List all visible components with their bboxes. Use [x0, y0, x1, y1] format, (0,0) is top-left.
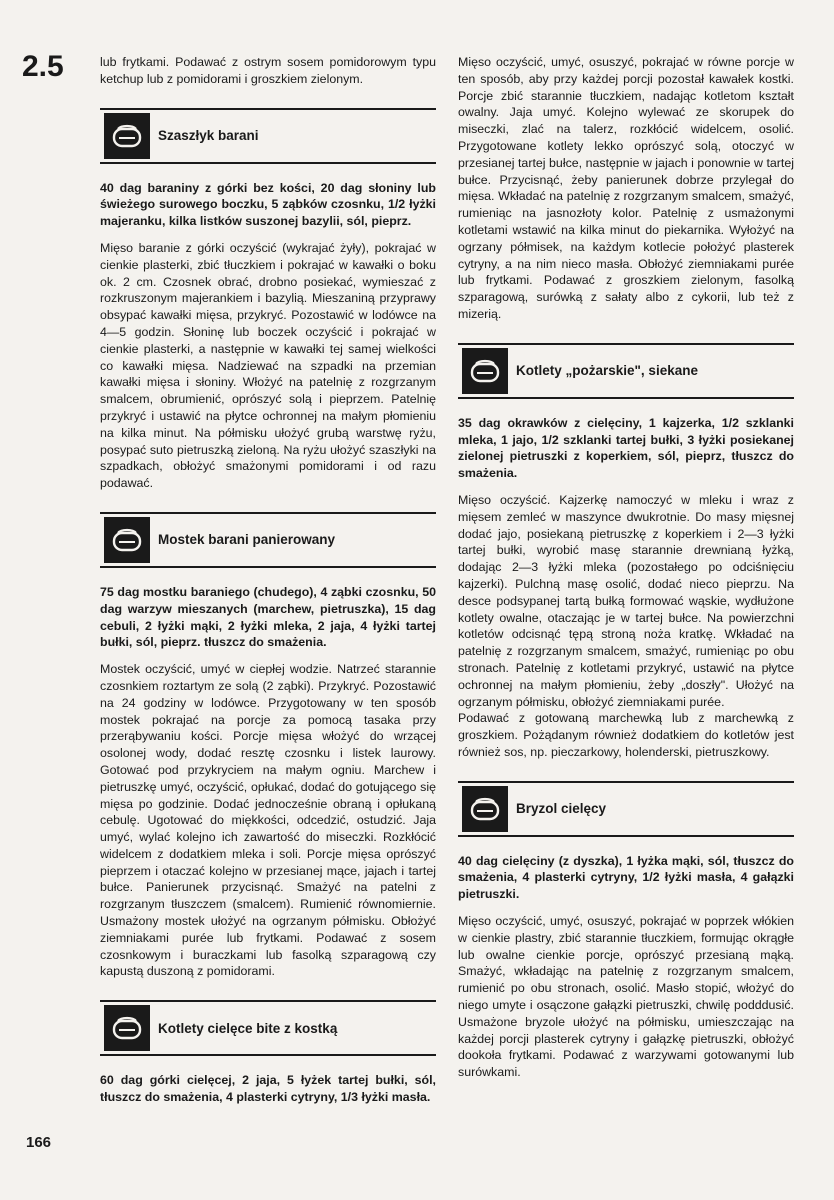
recipe-method: Mięso oczyścić. Kajzerkę namoczyć w mleku i wraz z mięsem zemleć w maszynce dwukrotnie. Do masy mięsnej dodać jajo, posiekaną pietruszkę z koperkiem i 2—3 łyżki tartej bułki, wyrobić masę starannie drewnianą łyżką, dodając 2—3 łyżki mleka (pozostałego po odciśnięciu kajzerki). Pulchną masę osolić, dodać nieco pieprzu. Na desce podsypanej tartą bułką formować wąskie, wydłużone kotlety owalne, otaczając je w tartej bułce. Na powierzchni kotletów odcisnąć tępą stroną noża kratkę. Wkładać na patelnię z rozgrzanym smalcem, smażyć, rumieniąc po obu stronach. Patelnię z kotletami przykryć, ustawić na płytce ochronnej na małym płomieniu, żeby „doszły". Ułożyć na ogrzanym półmisku, obłożyć ziemniakami purée.	[458, 492, 794, 709]
recipe-header-mostek	[100, 512, 436, 568]
recipe-ingredients: 35 dag okrawków z cielęciny, 1 kajzerka, 1/2 szklanki mleka, 1 jajo, 1/2 szklanki tartej bułki, 3 łyżki posiekanej zielonej pietruszki z koperkiem, sól, pieprz, tłuszcz do smażenia.	[458, 415, 794, 481]
recipe-header-pozarskie	[458, 343, 794, 399]
recipe-title: Kotlety „pożarskie", siekane	[516, 363, 698, 379]
recipe-serving: Podawać z gotowaną marchewką lub z marchewką z groszkiem. Pożądanym również dodatkiem do kotletów jest również sos, np. pieczarkowy, holenderski, pietruszkowy.	[458, 711, 794, 759]
frying-pan-icon	[462, 348, 508, 394]
recipe-method: Mostek oczyścić, umyć w ciepłej wodzie. Natrzeć starannie czosnkiem roztartym ze solą (2 ząbki). Przykryć. Pozostawić na 24 godziny w lodówce. Przygotowany w ten sposób mostek pokrajać na porcje za pomocą tasaka przy przerąbywaniu kości. Porcje mięsa włożyć do wrzącej osolonej wody, dodać resztę czosnku i listek laurowy. Gotować pod przykryciem na małym ogniu. Marchew i pietruszkę umyć, oczyścić, opłukać, dodać do gotującego się mięsa po godzinie. Dodać jednocześnie obraną i opłukaną cebulę. Ugotować do miękkości, odcedzić, ostudzić. Jaja umyć, wylać kolejno ich zawartość do miseczki. Rozkłócić widelcem z dodatkiem mleka i soli. Porcje mięsa oprószyć pieprzem i otaczać kolejno w przesianej mące, jajach i tartej bułce. Panierunek przycisnąć. Smażyć na patelni z rozgrzanym tłuszczem (smalcem). Rumienić równomiernie. Usmażony mostek ułożyć na ogrzanym półmisku. Obłożyć ziemniakami purée lub frytkami. Podawać z sosem czosnkowym i buraczkami lub fasolką szparagową czy kapustą duszoną z pomidorami.	[100, 662, 436, 979]
recipe-title: Bryzol cielęcy	[516, 801, 607, 817]
recipe-header-kotlety-cielece	[100, 1000, 436, 1056]
recipe-ingredients: 60 dag górki cielęcej, 2 jaja, 5 łyżek tartej bułki, sól, tłuszcz do smażenia, 4 plasterki cytryny, 1/3 łyżki masła.	[100, 1073, 436, 1105]
frying-pan-icon	[104, 517, 150, 563]
recipe-method: Mięso baranie z górki oczyścić (wykrajać żyły), pokrajać w cienkie plasterki, zbić tłuczkiem i pokrajać w kawałki o boku ok. 2 cm. Czosnek obrać, drobno posiekać, wymieszać z rozkruszonym majerankiem i bazylią. Mieszaniną przyprawy obsypać kawałki mięsa, przykryć. Pozostawić w lodówce na 4—5 godzin. Słoninę lub boczek oczyścić i pokrajać w cienkie plasterki, a następnie w kawałki tej samej wielkości co kawałki mięsa. Nadziewać na szpadki na przemian kawałki mięsa i słoniny. Włożyć na patelnię z rozgrzanym smalcem, obrumienić, oprószyć solą i pieprzem. Patelnię przykryć i ustawić na płytce ochronnej na małym płomieniu na kilka minut. Na półmisku ułożyć grubą warstwę ryżu, posypać suto pietruszką zieloną. Na ryżu ułożyć szaszłyki na szpadkach, obłożyć smażonymi pomidorami i od razu podawać.	[100, 240, 436, 491]
recipe-title: Mostek barani panierowany	[158, 532, 336, 548]
recipe-header-bryzol	[458, 781, 794, 837]
frying-pan-icon	[104, 1005, 150, 1051]
right-column	[458, 54, 794, 1081]
right-intro-text: Mięso oczyścić, umyć, osuszyć, pokrajać w równe porcje w ten sposób, aby przy każdej porcji pozostał kawałek kostki. Porcje zbić starannie tłuczkiem, nadając kotletom kształt owalny. Jaja umyć. Kolejno wylewać ze skorupek do miseczki, zlać na talerz, rozkłócić widelcem, osolić. Przygotowane kotlety lekko oprószyć solą, otoczyć w przesianej tartej bułce, następnie w jajach i ponownie w tartej bułce. Przycisnąć, żeby panierunek dobrze przylegał do mięsa. Wkładać na patelnię z rozgrzanym smalcem, smażyć, rumieniąc na jasnozłoty kolor. Patelnię z usmażonymi kotletami wstawić na kilka minut do piekarnika. Wyłożyć na ogrzany półmisek, na każdym kotlecie położyć plasterek cytryny, a na nim nieco masła. Obłożyć ziemniakami purée lub frytkami. Podawać z groszkiem zielonym, fasolką szparagową, surówką z sałaty albo z cykorii, lub też z mizerią.	[458, 55, 794, 321]
left-column	[100, 54, 436, 1106]
frying-pan-icon	[104, 113, 150, 159]
frying-pan-icon	[462, 786, 508, 832]
page-number: 166	[26, 1134, 52, 1151]
recipe-header-szaszlyk	[100, 108, 436, 164]
chapter-number: 2.5	[22, 50, 64, 83]
left-intro-text: lub frytkami. Podawać z ostrym sosem pomidorowym typu ketchup lub z pomidorami i groszkiem zielonym.	[100, 55, 436, 86]
recipe-ingredients: 40 dag cielęciny (z dyszka), 1 łyżka mąki, sól, tłuszcz do smażenia, 4 plasterki cytryny, 1/2 łyżki masła, 4 gałązki pietruszki.	[458, 853, 794, 902]
recipe-title: Kotlety cielęce bite z kostką	[158, 1020, 338, 1036]
recipe-ingredients: 40 dag baraniny z górki bez kości, 20 dag słoniny lub świeżego surowego boczku, 5 ząbków czosnku, 1/2 łyżki majeranku, kilka listków suszonej bazylii, sól, pieprz.	[100, 180, 436, 229]
recipe-method: Mięso oczyścić, umyć, osuszyć, pokrajać w poprzek włókien w cienkie plastry, zbić starannie tłuczkiem, formując okrągłe lub owalne cienkie porcje, oprószyć przesianą mąką. Smażyć, wkładając na patelnię z rozgrzanym smalcem, rumienić po obu stronach, osolić. Masło stopić, włożyć do niego umyte i osączone gałązki pietruszki, chwilę podddusić. Usmażone bryzole ułożyć na półmisku, umieszczając na każdej porcji plasterek cytryny i gałązkę pietruszki, obłożyć dookoła frytkami. Podawać z warzywami gotowanymi lub surówkami.	[458, 914, 794, 1080]
recipe-title: Szaszłyk barani	[158, 128, 259, 144]
recipe-ingredients: 75 dag mostku baraniego (chudego), 4 ząbki czosnku, 50 dag warzyw mieszanych (marchew, pietruszka), 15 dag cebuli, 2 łyżki mąki, 2 łyżki mleka, 2 jaja, 4 łyżki tartej bułki, sól, pieprz. tłuszcz do smażenia.	[100, 584, 436, 650]
